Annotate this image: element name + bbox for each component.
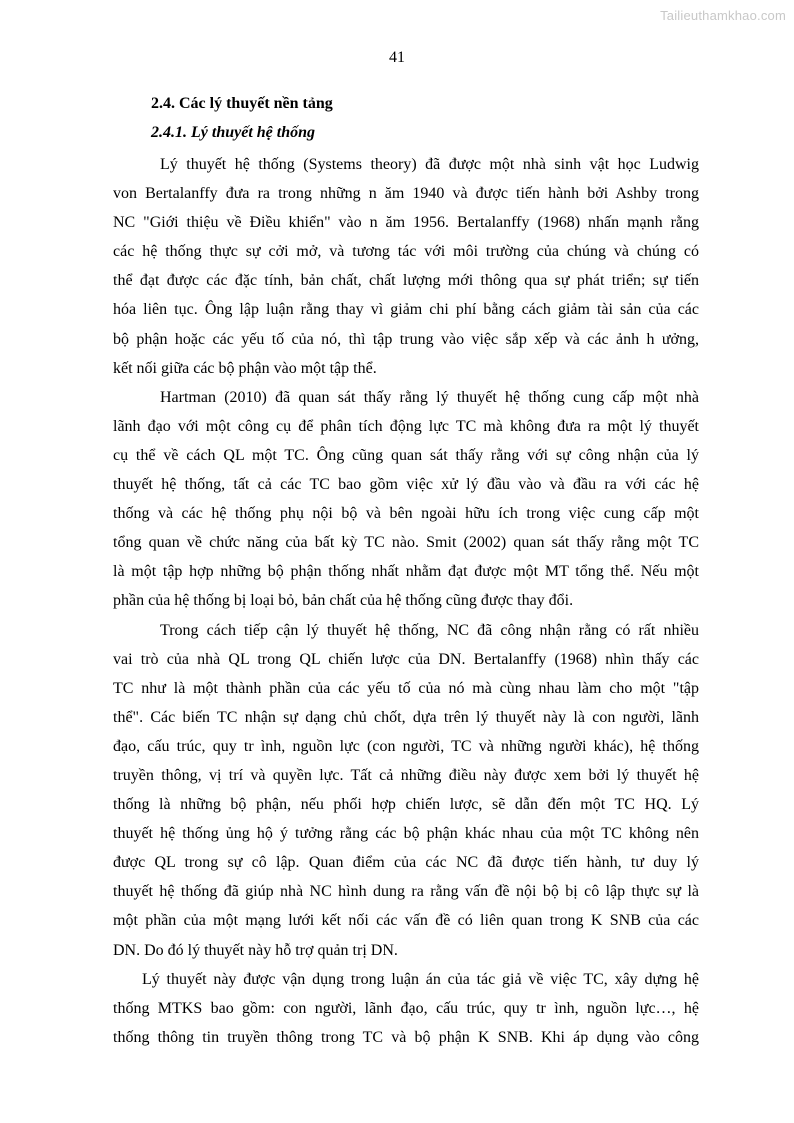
text-line: Trong cách tiếp cận lý thuyết hệ thống, NC đã công nhận rằng có rất nhiều: [160, 621, 699, 639]
page-number: 41: [389, 49, 405, 66]
paragraph-2: [113, 383, 699, 616]
paragraph-1: [113, 150, 699, 383]
text-line: đạo, cấu trúc, quy tr ình, nguồn lực (con người, TC và những người khác), hệ thống: [113, 737, 699, 755]
paragraph-3: [113, 616, 699, 965]
section-subheading: 2.4.1. Lý thuyết hệ thống: [151, 124, 316, 141]
text-line: bộ phận hoặc các yếu tố của nó, thì tập trung vào việc sắp xếp và các ảnh h ưởng,: [113, 330, 699, 348]
text-line: thể". Các biến TC nhận sự dạng chủ chốt, dựa trên lý thuyết này là con người, lãnh: [113, 708, 699, 726]
text-line: thuyết hệ thống, tất cả các TC bao gồm việc xử lý đầu vào và đầu ra với các hệ: [113, 476, 699, 494]
text-line: von Bertalanffy đưa ra trong những n ăm 1940 và được tiến hành bởi Ashby trong: [113, 185, 699, 203]
text-line: phần của hệ thống bị loại bỏ, bản chất của hệ thống cũng được thay đổi.: [113, 592, 574, 610]
text-line: Lý thuyết này được vận dụng trong luận án của tác giả về việc TC, xây dựng hệ: [142, 970, 699, 988]
text-line: là một tập hợp những bộ phận thống nhất nhằm đạt được một MT tổng thể. Nếu một: [113, 563, 699, 581]
text-line: DN. Do đó lý thuyết này hỗ trợ quản trị DN.: [113, 941, 398, 959]
text-line: vai trò của nhà QL trong QL chiến lược của DN. Bertalanffy (1968) nhìn thấy các: [113, 650, 699, 668]
watermark-text: Tailieuthamkhao.com: [660, 8, 786, 23]
paragraph-4: [113, 965, 699, 1052]
section-heading: 2.4. Các lý thuyết nền tảng: [151, 95, 333, 112]
text-line: thống và các hệ thống phụ nội bộ và bên ngoài hữu ích trong việc cung cấp một: [113, 505, 699, 523]
text-line: thuyết hệ thống đã giúp nhà NC hình dung ra rằng vấn đề nội bộ bị cô lập thực sự là: [113, 883, 699, 901]
text-line: NC "Giới thiệu về Điều khiển" vào n ăm 1956. Bertalanffy (1968) nhấn mạnh rằng: [113, 214, 699, 232]
text-line: thống là những bộ phận, nếu phối hợp chiến lược, sẽ dẫn đến một TC HQ. Lý: [113, 796, 699, 814]
text-line: thống thông tin truyền thông trong TC và bộ phận K SNB. Khi áp dụng vào công: [113, 1028, 699, 1046]
text-line: thể đạt được các đặc tính, bản chất, chất lượng mới thông qua sự phát triển; sự tiến: [113, 272, 699, 290]
text-line: Hartman (2010) đã quan sát thấy rằng lý thuyết hệ thống cung cấp một nhà: [160, 388, 699, 406]
text-line: các hệ thống thực sự cởi mở, và tương tác với môi trường của chúng và chúng có: [113, 243, 699, 261]
text-line: thuyết hệ thống ủng hộ ý tưởng rằng các bộ phận khác nhau của một TC không nên: [113, 825, 699, 843]
text-line: kết nối giữa các bộ phận vào một tập thể.: [113, 359, 377, 377]
text-line: một phần của một mạng lưới kết nối các vấn đề có liên quan trong K SNB của các: [113, 912, 699, 930]
text-line: tổng quan về chức năng của bất kỳ TC nào. Smit (2002) quan sát thấy rằng một TC: [113, 534, 699, 552]
document-body: [113, 92, 699, 1052]
text-line: thống MTKS bao gồm: con người, lãnh đạo, cấu trúc, quy tr ình, nguồn lực…, hệ: [113, 999, 699, 1017]
text-line: Lý thuyết hệ thống (Systems theory) đã được một nhà sinh vật học Ludwig: [160, 156, 699, 173]
text-line: cụ thể về cách QL một TC. Ông cũng quan sát thấy rằng với sự công nhận của lý: [113, 446, 699, 464]
text-line: hóa liên tục. Ông lập luận rằng thay vì giảm chi phí bằng cách giảm tài sản của các: [113, 301, 699, 319]
text-line: được QL trong sự cô lập. Quan điểm của các NC đã được tiến hành, tư duy lý: [113, 854, 699, 872]
text-line: TC như là một thành phần của các yếu tố của nó mà cùng nhau làm cho một "tập: [113, 679, 699, 697]
text-line: lãnh đạo với một công cụ để phân tích động lực TC mà không đưa ra một lý thuyết: [113, 417, 699, 435]
text-line: truyền thông, vị trí và quyền lực. Tất cả những điều này được xem bởi lý thuyết hệ: [113, 766, 699, 784]
